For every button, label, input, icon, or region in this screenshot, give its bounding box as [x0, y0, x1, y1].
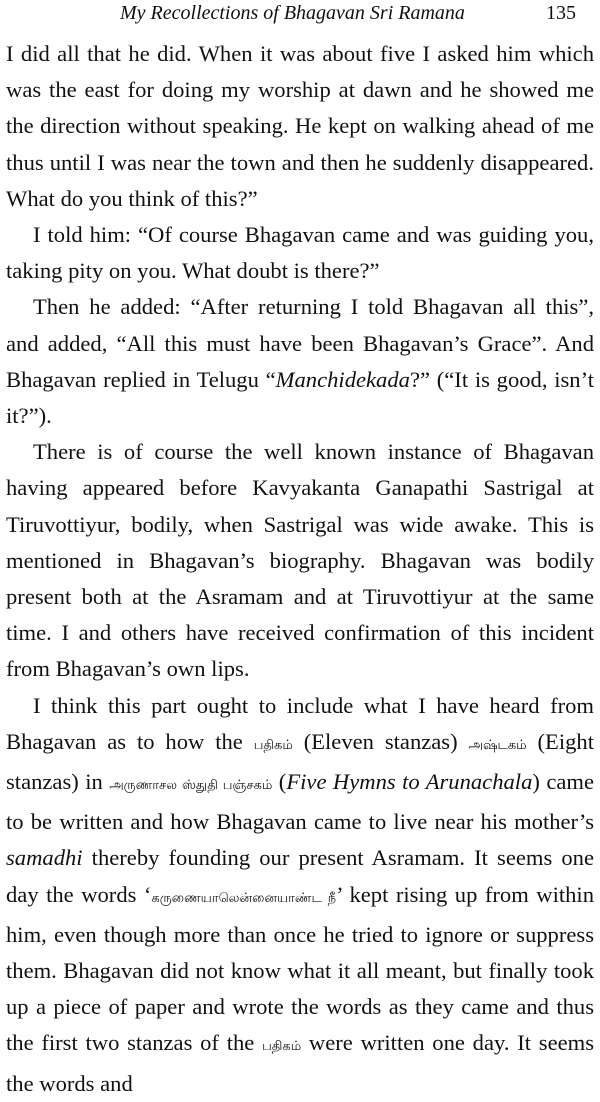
- tamil-word-ashtakam: அஷ்டகம்: [468, 737, 527, 753]
- paragraph-3-text-a: Then he added: “After returning I told Bhagavan all this”, and added, “All this must have been Bhagavan’s Grace”. And Bhagavan replied in Telugu “: [6, 294, 594, 392]
- paragraph-3: [6, 289, 594, 434]
- tamil-title-arunachala-stuti: அருணாசல ஸ்துதி பஞ்சகம்: [109, 778, 273, 794]
- paragraph-5-text-j: were written one day. It seems the words and: [6, 1030, 594, 1096]
- tamil-word-padhigam: பதிகம்: [253, 737, 293, 753]
- paragraph-5-text-d: (: [272, 769, 287, 795]
- paragraph-2: I told him: “Of course Bhagavan came and was guiding you, taking pity on you. What doubt is there?”: [6, 222, 594, 284]
- page-number: 135: [546, 2, 576, 24]
- tamil-word-padhigam-2: பதிகம்: [262, 1039, 302, 1055]
- paragraph-1: I did all that he did. When it was about five I asked him which was the east for doing my worship at dawn and he showed me the direction without speaking. He kept on walking ahead of me thus until I was near the town and then he suddenly disappeared. What do you think of this?”: [6, 41, 594, 211]
- paragraph-5-text-a: I think this part ought to include what I have heard from Bhagavan as to how the: [6, 692, 594, 754]
- paragraph-5-text-b: (Eleven stanzas): [292, 728, 469, 754]
- body-text: [6, 36, 594, 1102]
- book-title-five-hymns: Five Hymns to Arunachala: [286, 769, 533, 795]
- paragraph-5-text-h: thereby founding our present Asramam. It seems one day the words ‘: [6, 845, 594, 907]
- running-title: My Recollections of Bhagavan Sri Ramana: [120, 2, 465, 24]
- paragraph-5-text-f: ) came to be written and how Bhagavan came to live near his mother’s: [6, 769, 594, 835]
- paragraph-5-text-c: (Eight stanzas) in: [6, 728, 595, 795]
- running-head: [6, 0, 594, 32]
- telugu-phrase: Manchidekada: [275, 366, 410, 392]
- paragraph-3-text-c: ?” (“It is good, isn’t it?”).: [6, 366, 594, 429]
- tamil-quote-karunai: கருணையாலென்னையாண்ட நீ: [151, 890, 337, 906]
- paragraph-5: [6, 688, 594, 1102]
- word-samadhi: samadhi: [6, 845, 83, 871]
- paragraph-5-text-i: ’ kept rising up from within him, even though more than once he tried to ignore or suppress them. Bhagavan did not know what it all meant, but finally took up a piece of paper and wrote the words as they came and thus the first two stanzas of the: [6, 881, 594, 1056]
- paragraph-4: There is of course the well known instance of Bhagavan having appeared before Kavyakanta Ganapathi Sastrigal at Tiruvottiyur, bodily, when Sastrigal was wide awake. This is mentioned in Bhagavan’s biography. Bhagavan was bodily present both at the Asramam and at Tiruvottiyur at the same time. I and others have received confirmation of this incident from Bhagavan’s own lips.: [6, 439, 594, 682]
